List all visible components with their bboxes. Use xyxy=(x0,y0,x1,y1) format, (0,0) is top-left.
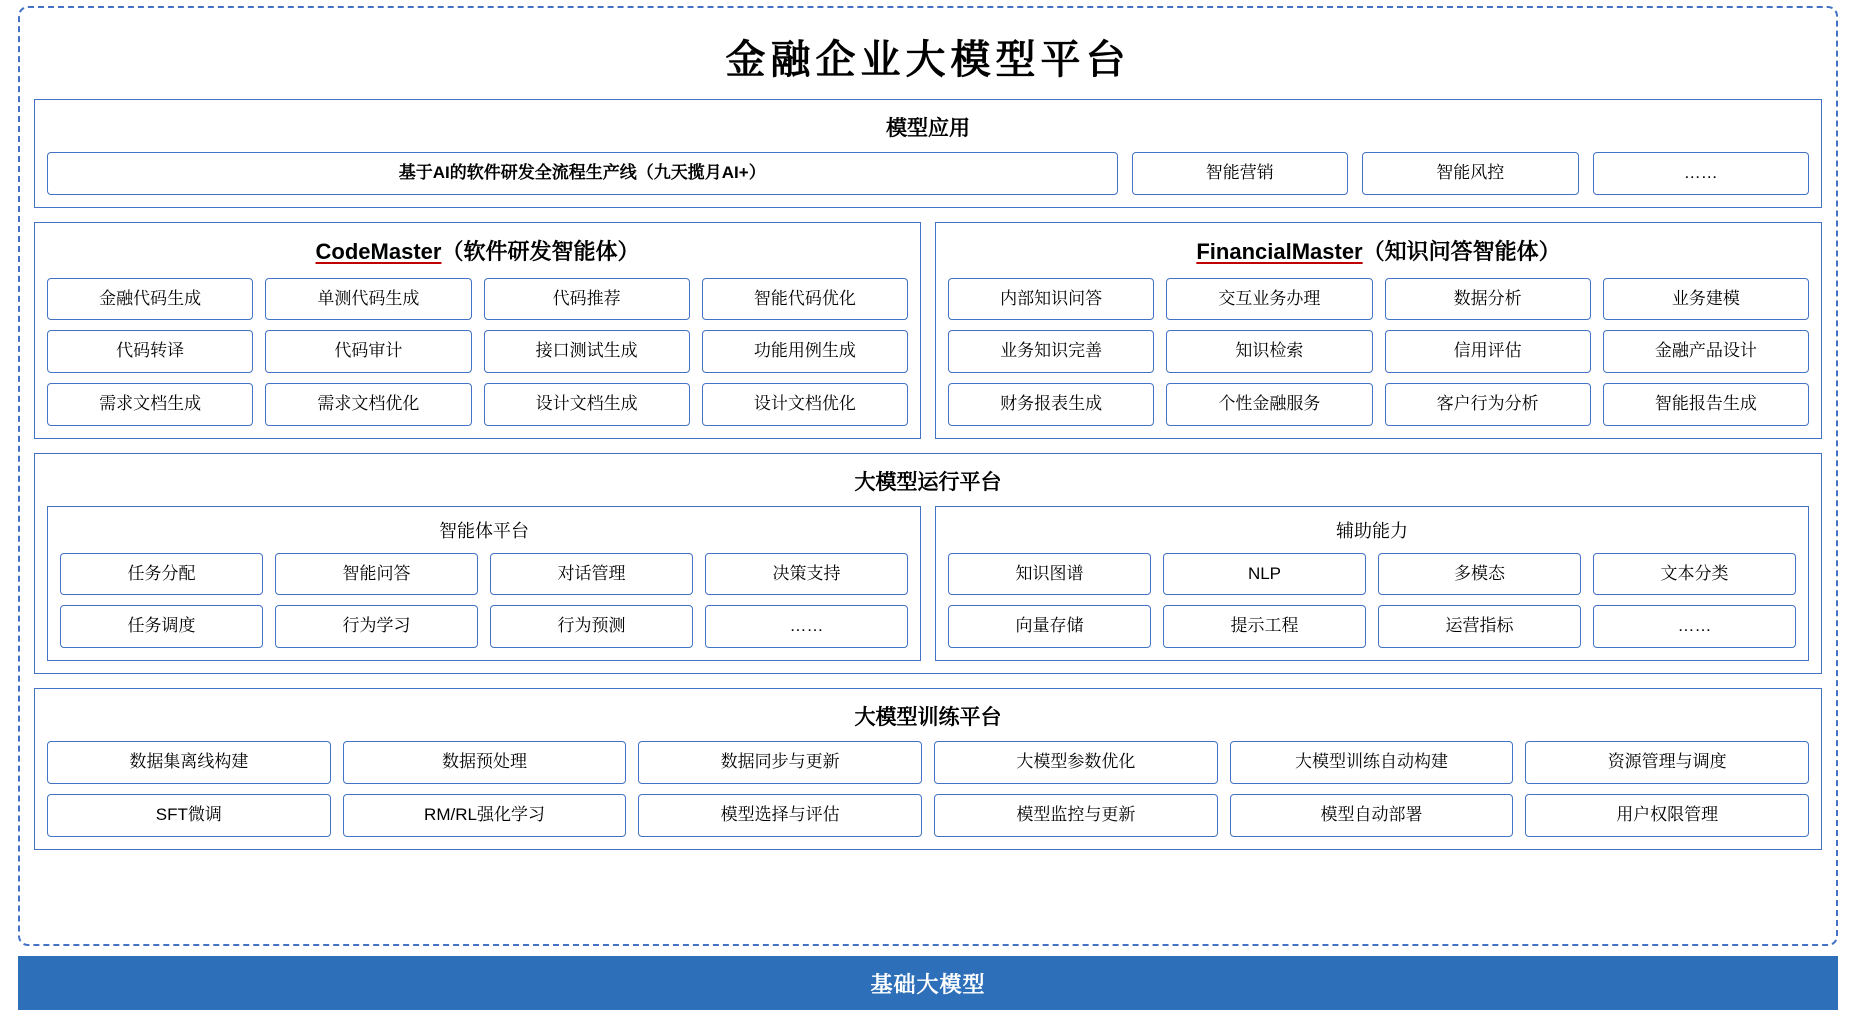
section-runtime-platform xyxy=(34,453,1822,674)
training-item[interactable]: 数据预处理 xyxy=(343,741,627,784)
financial-master-row-3 xyxy=(948,383,1809,426)
financial-master-item[interactable]: 数据分析 xyxy=(1385,278,1591,321)
section-financial-master xyxy=(935,222,1822,439)
support-ability-item[interactable]: NLP xyxy=(1163,553,1366,596)
financial-master-item[interactable]: 金融产品设计 xyxy=(1603,330,1809,373)
panel-title-agent-platform: 智能体平台 xyxy=(439,520,529,541)
code-master-item[interactable]: 代码审计 xyxy=(265,330,471,373)
financial-master-item[interactable]: 信用评估 xyxy=(1385,330,1591,373)
agent-platform-item[interactable]: 行为预测 xyxy=(490,605,693,648)
support-ability-item[interactable]: 提示工程 xyxy=(1163,605,1366,648)
training-item[interactable]: SFT微调 xyxy=(47,794,331,837)
code-master-subtitle: （软件研发智能体） xyxy=(441,238,640,264)
app-item-smart-risk-control[interactable]: 智能风控 xyxy=(1362,152,1579,195)
agent-platform-item[interactable]: 行为学习 xyxy=(275,605,478,648)
code-master-name: CodeMaster xyxy=(315,238,442,264)
support-ability-row-1 xyxy=(948,553,1796,596)
code-master-item[interactable]: 智能代码优化 xyxy=(702,278,908,321)
financial-master-item[interactable]: 知识检索 xyxy=(1166,330,1372,373)
panel-title-support-ability: 辅助能力 xyxy=(1336,520,1408,541)
financial-master-item[interactable]: 业务建模 xyxy=(1603,278,1809,321)
section-title-model-applications: 模型应用 xyxy=(886,117,970,140)
code-master-item[interactable]: 设计文档优化 xyxy=(702,383,908,426)
app-item-ai-pipeline[interactable]: 基于AI的软件研发全流程生产线（九天揽月AI+） xyxy=(47,152,1118,195)
training-item[interactable]: 数据同步与更新 xyxy=(638,741,922,784)
code-master-item[interactable]: 设计文档生成 xyxy=(484,383,690,426)
agent-platform-item-more[interactable]: …… xyxy=(705,605,908,648)
code-master-item[interactable]: 单测代码生成 xyxy=(265,278,471,321)
section-title-code-master xyxy=(47,235,908,266)
page-title: 金融企业大模型平台 xyxy=(725,37,1131,83)
code-master-item[interactable]: 需求文档优化 xyxy=(265,383,471,426)
financial-master-subtitle: （知识问答智能体） xyxy=(1362,238,1561,264)
base-model-label: 基础大模型 xyxy=(870,971,986,997)
section-model-applications xyxy=(34,99,1822,208)
training-item[interactable]: 大模型训练自动构建 xyxy=(1230,741,1514,784)
code-master-row-2 xyxy=(47,330,908,373)
training-item[interactable]: 用户权限管理 xyxy=(1525,794,1809,837)
code-master-row-3 xyxy=(47,383,908,426)
training-item[interactable]: RM/RL强化学习 xyxy=(343,794,627,837)
code-master-item[interactable]: 代码推荐 xyxy=(484,278,690,321)
training-item[interactable]: 模型监控与更新 xyxy=(934,794,1218,837)
financial-master-item[interactable]: 交互业务办理 xyxy=(1166,278,1372,321)
financial-master-name: FinancialMaster xyxy=(1196,238,1363,264)
support-ability-item[interactable]: 运营指标 xyxy=(1378,605,1581,648)
training-item[interactable]: 大模型参数优化 xyxy=(934,741,1218,784)
agent-platform-row-2 xyxy=(60,605,908,648)
agent-platform-item[interactable]: 任务调度 xyxy=(60,605,263,648)
diagram-page xyxy=(0,6,1856,1030)
financial-master-row-1 xyxy=(948,278,1809,321)
code-master-item[interactable]: 金融代码生成 xyxy=(47,278,253,321)
financial-master-row-2 xyxy=(948,330,1809,373)
agents-row xyxy=(34,222,1822,439)
section-title-training-platform: 大模型训练平台 xyxy=(854,706,1002,730)
agent-platform-item[interactable]: 决策支持 xyxy=(705,553,908,596)
section-title-financial-master xyxy=(948,235,1809,266)
financial-master-item[interactable]: 业务知识完善 xyxy=(948,330,1154,373)
model-application-items xyxy=(47,152,1809,195)
code-master-item[interactable]: 接口测试生成 xyxy=(484,330,690,373)
financial-master-item[interactable]: 财务报表生成 xyxy=(948,383,1154,426)
section-code-master xyxy=(34,222,921,439)
agent-platform-item[interactable]: 对话管理 xyxy=(490,553,693,596)
training-row-1 xyxy=(47,741,1809,784)
app-item-smart-marketing[interactable]: 智能营销 xyxy=(1132,152,1349,195)
panel-support-ability xyxy=(935,506,1809,661)
support-ability-item[interactable]: 文本分类 xyxy=(1593,553,1796,596)
support-ability-item[interactable]: 多模态 xyxy=(1378,553,1581,596)
agent-platform-item[interactable]: 智能问答 xyxy=(275,553,478,596)
code-master-item[interactable]: 代码转译 xyxy=(47,330,253,373)
support-ability-item[interactable]: 知识图谱 xyxy=(948,553,1151,596)
training-item[interactable]: 模型自动部署 xyxy=(1230,794,1514,837)
code-master-row-1 xyxy=(47,278,908,321)
agent-platform-item[interactable]: 任务分配 xyxy=(60,553,263,596)
training-item[interactable]: 数据集离线构建 xyxy=(47,741,331,784)
section-training-platform xyxy=(34,688,1822,849)
financial-master-item[interactable]: 内部知识问答 xyxy=(948,278,1154,321)
financial-master-item[interactable]: 个性金融服务 xyxy=(1166,383,1372,426)
support-ability-item-more[interactable]: …… xyxy=(1593,605,1796,648)
financial-master-item[interactable]: 智能报告生成 xyxy=(1603,383,1809,426)
code-master-item[interactable]: 需求文档生成 xyxy=(47,383,253,426)
app-item-more[interactable]: …… xyxy=(1593,152,1810,195)
training-item[interactable]: 资源管理与调度 xyxy=(1525,741,1809,784)
training-item[interactable]: 模型选择与评估 xyxy=(638,794,922,837)
runtime-inner-panels xyxy=(47,506,1809,661)
platform-outer-frame xyxy=(18,6,1838,946)
agent-platform-row-1 xyxy=(60,553,908,596)
base-model-bar xyxy=(18,956,1838,1010)
panel-agent-platform xyxy=(47,506,921,661)
support-ability-item[interactable]: 向量存储 xyxy=(948,605,1151,648)
financial-master-item[interactable]: 客户行为分析 xyxy=(1385,383,1591,426)
code-master-item[interactable]: 功能用例生成 xyxy=(702,330,908,373)
section-title-runtime-platform: 大模型运行平台 xyxy=(854,470,1002,494)
support-ability-row-2 xyxy=(948,605,1796,648)
training-row-2 xyxy=(47,794,1809,837)
